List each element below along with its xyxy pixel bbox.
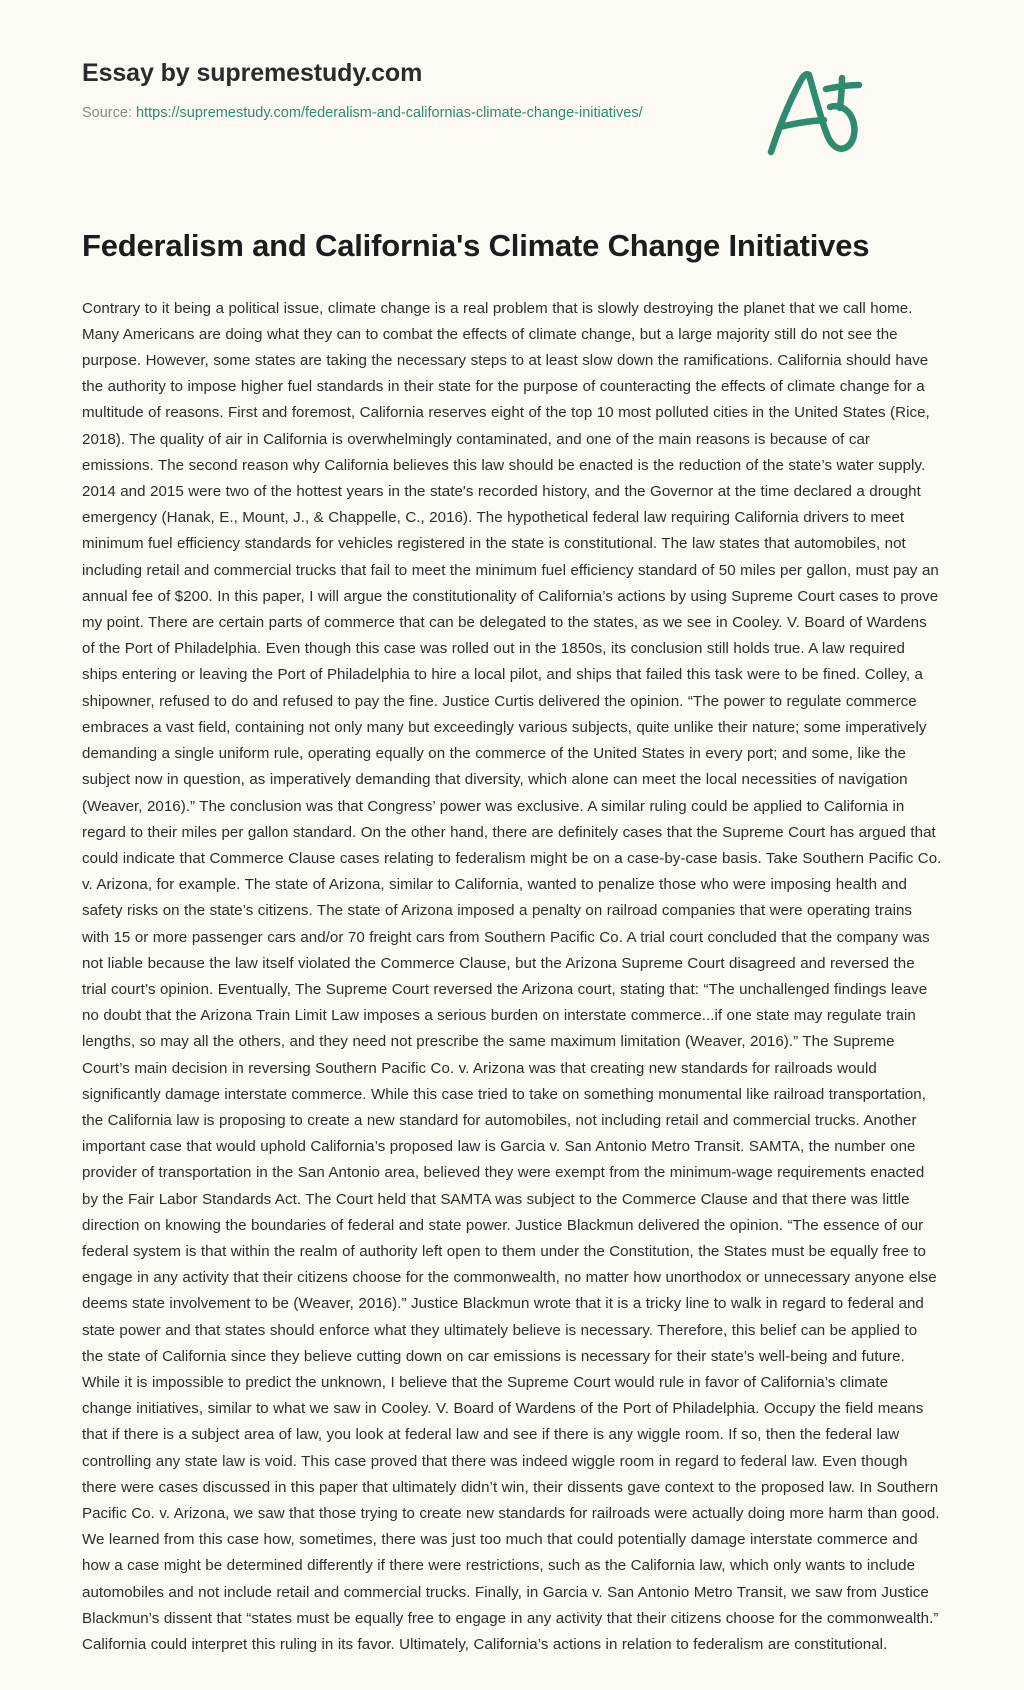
essay-paragraph: Contrary to it being a political issue, climate change is a real problem that is slowly destroying the planet that we call home. Many Americans are doing what they can to combat the effects of climate change, but a large majority still do not see the purpose. However, some states are taking the necessary steps to at least slow down the ramifications. California should have the authority to impose higher fuel standards in their state for the purpose of counteracting the effects of climate change for a multitude of reasons. First and foremost, California reserves eight of the top 10 most polluted cities in the United States (Rice, 2018). The quality of air in California is overwhelmingly contaminated, and one of the main reasons is because of car emissions. The second reason why California believes this law should be enacted is the reduction of the state’s water supply. 2014 and 2015 were two of the hottest years in the state's recorded history, and the Governor at the time declared a drought emergency (Hanak, E., Mount, J., & Chappelle, C., 2016). The hypothetical federal law requiring California drivers to meet minimum fuel efficiency standards for vehicles registered in the state is constitutional. The law states that automobiles, not including retail and commercial trucks that fail to meet the minimum fuel efficiency standard of 50 miles per gallon, must pay an annual fee of $200. In this paper, I will argue the constitutionality of California’s actions by using Supreme Court cases to prove my point. There are certain parts of commerce that can be delegated to the states, as we see in Cooley. V. Board of Wardens of the Port of Philadelphia. Even though this case was rolled out in the 1850s, its conclusion still holds true. A law required ships entering or leaving the Port of Philadelphia to hire a local pilot, and ships that failed this task were to be fined. Colley, a shipowner, refused to do and refused to pay the fine. Justice Curtis delivered the opinion. “The power to regulate commerce embraces a vast field, containing not only many but exceedingly various subjects, quite unlike their nature; some imperatively demanding a single uniform rule, operating equally on the commerce of the United States in every port; and some, like the subject now in question, as imperatively demanding that diversity, which alone can meet the local necessities of navigation (Weaver, 2016).” The conclusion was that Congress’ power was exclusive. A similar ruling could be applied to California in regard to their miles per gallon standard. On the other hand, there are definitely cases that the Supreme Court has argued that could indicate that Commerce Clause cases relating to federalism might be on a case-by-case basis. Take Southern Pacific Co. v. Arizona, for example. The state of Arizona, similar to California, wanted to penalize those who were imposing health and safety risks on the state’s citizens. The state of Arizona imposed a penalty on railroad companies that were operating trains with 15 or more passenger cars and/or 70 freight cars from Southern Pacific Co. A trial court concluded that the company was not liable because the law itself violated the Commerce Clause, but the Arizona Supreme Court disagreed and reversed the trial court’s opinion. Eventually, The Supreme Court reversed the Arizona court, stating that: “The unchallenged findings leave no doubt that the Arizona Train Limit Law imposes a serious burden on interstate commerce...if one state may regulate train lengths, so may all the others, and they need not prescribe the same maximum limitation (Weaver, 2016).” The Supreme Court’s main decision in reversing Southern Pacific Co. v. Arizona was that creating new standards for railroads would significantly damage interstate commerce. While this case tried to take on something monumental like railroad transportation, the California law is proposing to create a new standard for automobiles, not including retail and commercial trucks. Another important case that would uphold California’s proposed law is Garcia v. San Antonio Metro Transit. SAMTA, the number one provider of transportation in the San Antonio area, believed they were exempt from the minimum-wage requirements enacted by the Fair Labor Standards Act. The Court held that SAMTA was subject to the Commerce Clause and that there was little direction on knowing the boundaries of federal and state power. Justice Blackmun delivered the opinion. “The essence of our federal system is that within the realm of authority left open to them under the Constitution, the States must be equally free to engage in any activity that their citizens choose for the commonwealth, no matter how unorthodox or unnecessary anyone else deems state involvement to be (Weaver, 2016).” Justice Blackmun wrote that it is a tricky line to walk in regard to federal and state power and that states should enforce what they ultimately believe is necessary. Therefore, this belief can be applied to the state of California since they believe cutting down on car emissions is necessary for their state’s well-being and future. While it is impossible to predict the unknown, I believe that the Supreme Court would rule in favor of California’s climate change initiatives, similar to what we saw in Cooley. V. Board of Wardens of the Port of Philadelphia. Occupy the field means that if there is a subject area of law, you look at federal law and see if there is any wiggle room. If so, then the federal law controlling any state law is void. This case proved that there was indeed wiggle room in regard to federal law. Even though there were cases discussed in this paper that ultimately didn’t win, their dissents gave context to the proposed law. In Southern Pacific Co. v. Arizona, we saw that those trying to create new standards for railroads were actually doing more harm than good. We learned from this case how, sometimes, there was just too much that could potentially damage interstate commerce and how a case might be determined differently if there were restrictions, such as the California law, which only wants to include automobiles and not include retail and commercial trucks. Finally, in Garcia v. San Antonio Metro Transit, we saw from Justice Blackmun’s dissent that “states must be equally free to engage in any activity that their citizens choose for the commonwealth.” California could interpret this ruling in its favor. Ultimately, California’s actions in relation to federalism are constitutional. (82, 299, 942, 1653)
essay-body (82, 264, 942, 1659)
source-label: Source: (82, 105, 132, 121)
source-url-link[interactable]: https://supremestudy.com/federalism-and-californias-climate-change-initiatives/ (136, 105, 643, 121)
brand-title: Essay by supremestudy.com (82, 59, 423, 87)
page-title: Federalism and California's Climate Change Initiatives (82, 228, 870, 263)
page-header (82, 0, 942, 120)
a-plus-logo-icon (758, 56, 868, 161)
